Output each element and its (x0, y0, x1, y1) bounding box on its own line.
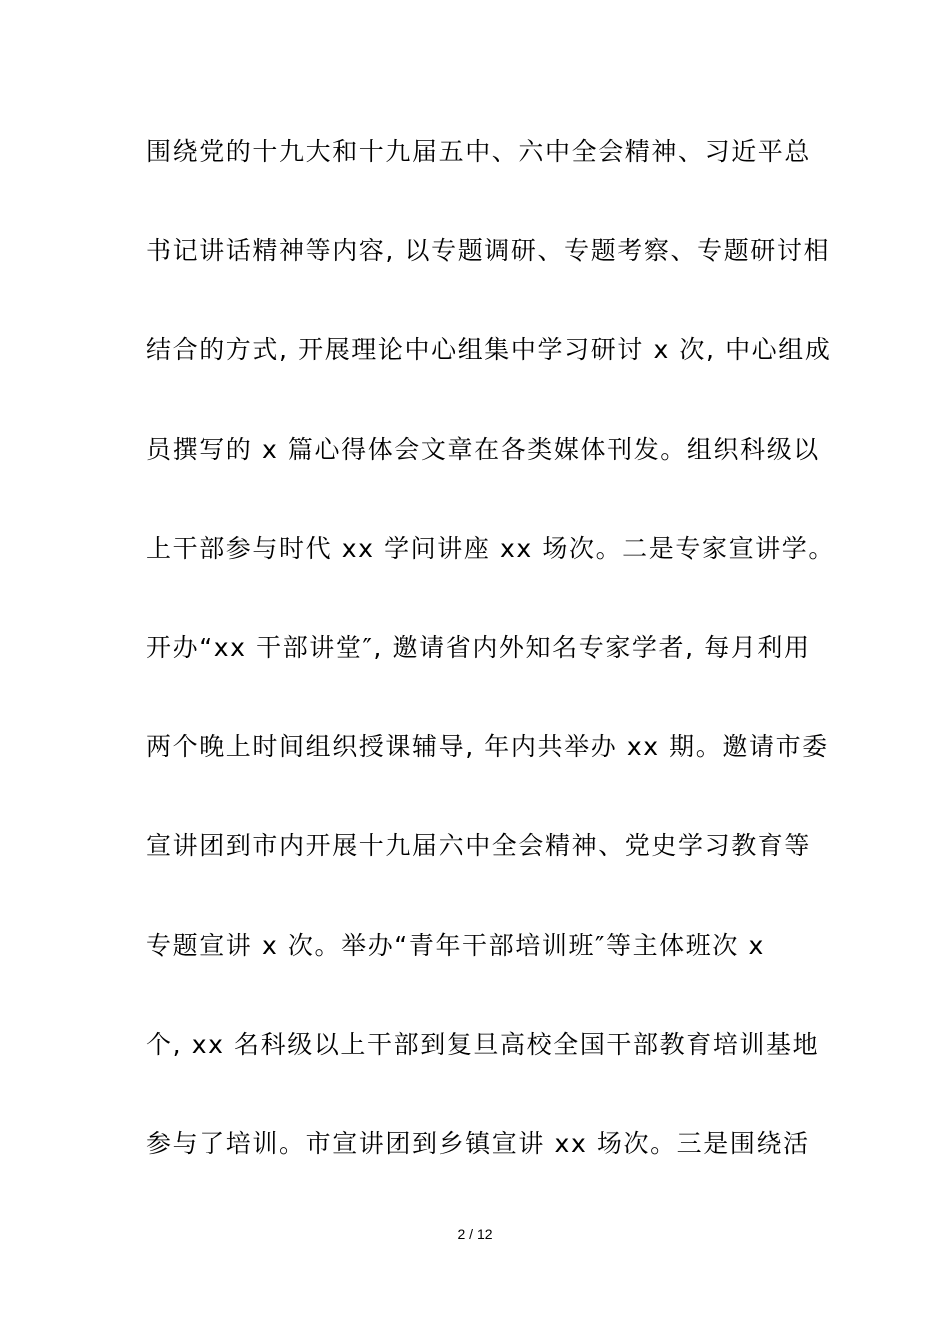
text-line: 两个晚上时间组织授课辅导, 年内共举办 xx 期。邀请市委 (146, 732, 829, 762)
text-line: 开办“xx 干部讲堂″, 邀请省内外知名专家学者, 每月利用 (146, 632, 811, 662)
text-line: 上干部参与时代 xx 学问讲座 xx 场次。二是专家宣讲学。 (146, 533, 835, 563)
text-line: 宣讲团到市内开展十九届六中全会精神、党史学习教育等 (146, 831, 812, 861)
text-line: 结合的方式, 开展理论中心组集中学习研讨 x 次, 中心组成 (146, 335, 832, 365)
text-line: 参与了培训。市宣讲团到乡镇宣讲 xx 场次。三是围绕活 (146, 1128, 810, 1158)
text-line: 专题宣讲 x 次。举办“青年干部培训班″等主体班次 x (146, 930, 765, 960)
body-text (146, 130, 846, 1221)
text-line: 个, xx 名科级以上干部到复旦高校全国干部教育培训基地 (146, 1029, 820, 1059)
text-line: 员撰写的 x 篇心得体会文章在各类媒体刊发。组织科级以 (146, 434, 820, 464)
page-number: 2 / 12 (457, 1226, 493, 1242)
text-line: 围绕党的十九大和十九届五中、六中全会精神、习近平总 (146, 137, 812, 166)
text-line: 书记讲话精神等内容, 以专题调研、专题考察、专题研讨相 (146, 236, 831, 266)
